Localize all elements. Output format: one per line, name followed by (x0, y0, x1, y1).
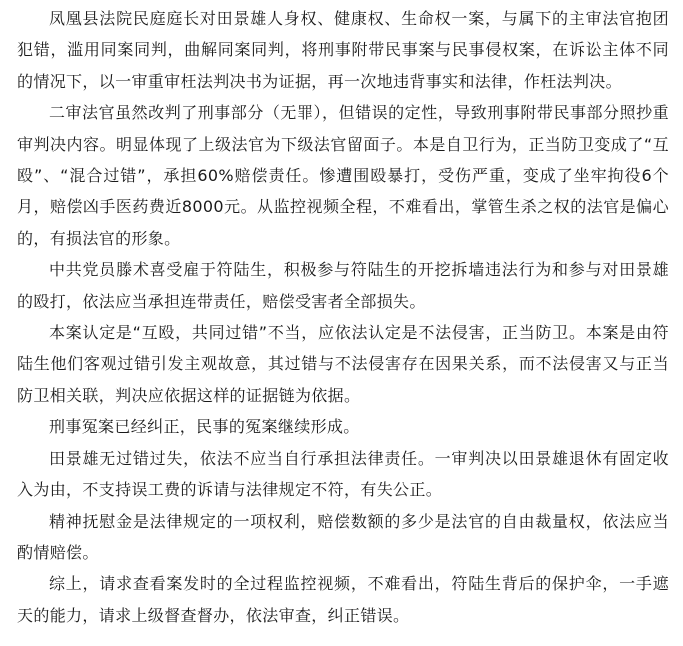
paragraph-8: 综上，请求查看案发时的全过程监控视频，不难看出，符陆生背后的保护伞，一手遮天的能力，请求上级督查督办，依法审查，纠正错误。 (17, 574, 669, 625)
paragraph-7: 精神抚慰金是法律规定的一项权利，赔偿数额的多少是法官的自由裁量权，依法应当酌情赔偿。 (17, 511, 669, 562)
paragraph-5: 刑事冤案已经纠正，民事的冤案继续形成。 (49, 417, 360, 437)
paragraph-1: 凤凰县法院民庭庭长对田景雄人身权、健康权、生命权一案，与属下的主审法官抱团犯错，滥用同案同判，曲解同案同判，将刑事附带民事案与民事侵权案，在诉讼主体不同的情况下，以一审重审枉法判决书为证据，再一次地违背事实和法律，作枉法判决。 (17, 9, 669, 91)
paragraph-6: 田景雄无过错过失，依法不应当自行承担法律责任。一审判决以田景雄退休有固定收入为由，不支持误工费的诉请与法律规定不符，有失公正。 (17, 448, 669, 500)
paragraph-4: 本案认定是“互殴，共同过错”不当，应依法认定是不法侵害，正当防卫。本案是由符陆生他们客观过错引发主观故意，其过错与不法侵害存在因果关系，而不法侵害又与正当防卫相关联，判决应依据这样的证据链为依据。 (17, 323, 669, 405)
paragraph-2: 二审法官虽然改判了刑事部分（无罪），但错误的定性，导致刑事附带民事部分照抄重审判决内容。明显体现了上级法官为下级法官留面子。本是自卫行为，正当防卫变成了“互殴”、“混合过错”，承担60%赔偿责任。惨遭围殴暴打，受伤严重，变成了坐牢拘役6个月，赔偿凶手医药费近8000元。从监控视频全程，不难看出，掌管生杀之权的法官是偏心的，有损法官的形象。 (17, 103, 669, 248)
paragraph-3: 中共党员滕术喜受雇于符陆生，积极参与符陆生的开挖拆墙违法行为和参与对田景雄的殴打，依法应当承担连带责任，赔偿受害者全部损失。 (17, 260, 669, 311)
